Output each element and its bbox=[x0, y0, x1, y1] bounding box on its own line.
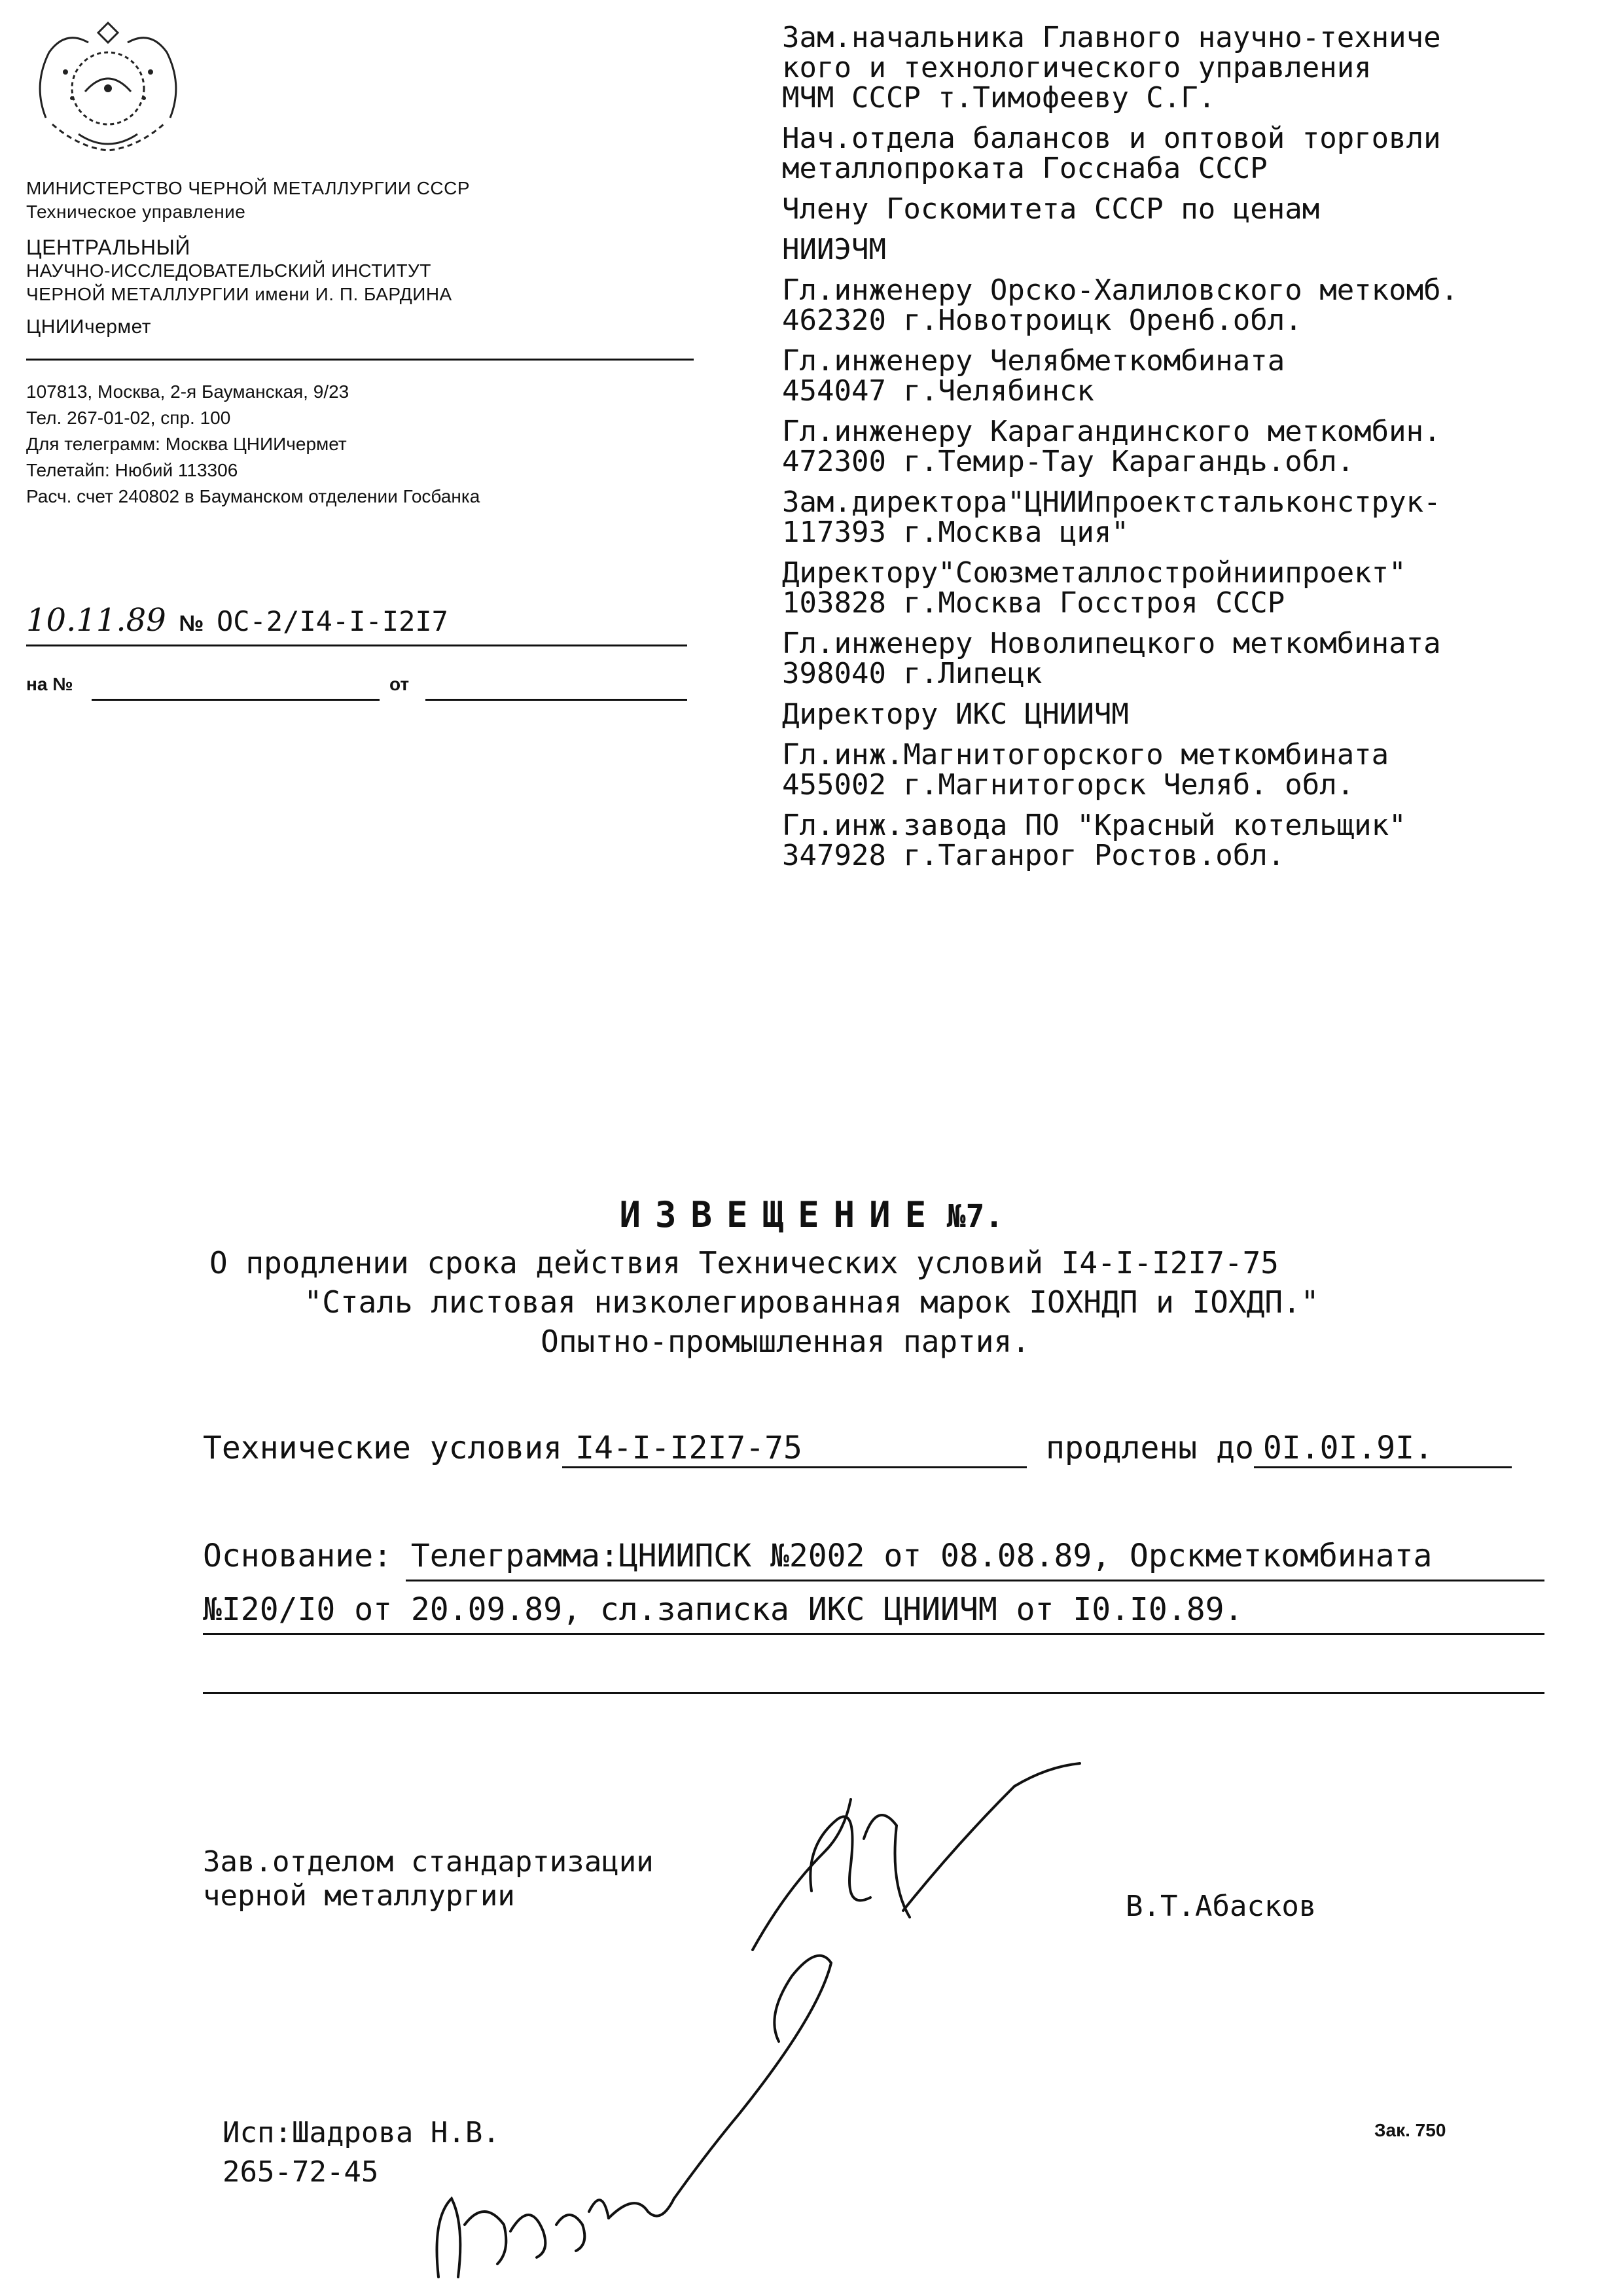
institute-line-2: НАУЧНО-ИССЛЕДОВАТЕЛЬСКИЙ ИНСТИТУТ bbox=[26, 260, 431, 281]
recipient-line: 398040 г.Липецк bbox=[782, 657, 1043, 690]
basis-underline-3 bbox=[203, 1692, 1544, 1694]
institute-line-3: ЧЕРНОЙ МЕТАЛЛУРГИИ имени И. П. БАРДИНА bbox=[26, 284, 452, 304]
signatory-position bbox=[203, 1845, 654, 1913]
notice-heading bbox=[0, 1194, 1623, 1235]
recipient-entry bbox=[782, 23, 1613, 113]
basis-line-1 bbox=[203, 1538, 1432, 1574]
telegram-address: Для телеграмм: Москва ЦНИИчермет bbox=[26, 434, 347, 454]
institute-line-1: ЦЕНТРАЛЬНЫЙ bbox=[26, 236, 190, 259]
recipient-entry bbox=[782, 740, 1613, 800]
recipient-line: Директору ИКС ЦНИИЧМ bbox=[782, 698, 1129, 731]
recipient-entry bbox=[782, 417, 1613, 477]
basis-text-2: №I20/I0 от 20.09.89, сл.записка ИКС ЦНИИЧМ от I0.I0.89. bbox=[203, 1591, 1243, 1628]
recipient-line: Гл.инж.завода ПО "Красный котельщик" bbox=[782, 809, 1406, 842]
reference-underline bbox=[26, 645, 687, 646]
recipient-entry bbox=[782, 124, 1613, 184]
recipient-line: Директору"Союзметаллостройниипроект" bbox=[782, 556, 1406, 590]
extended-value: 0I.0I.9I. bbox=[1254, 1430, 1512, 1468]
notice-subject-line-2: "Сталь листовая низколегированная марок IОХНДП и IОХДП." bbox=[304, 1284, 1319, 1320]
extended-label: продлены до bbox=[1045, 1430, 1254, 1466]
outgoing-number: ОС-2/I4-I-I2I7 bbox=[216, 605, 448, 637]
signatory-position-line-1: Зав.отделом стандартизации bbox=[203, 1845, 654, 1879]
handwritten-date: 10.11.89 bbox=[26, 602, 166, 639]
notice-title: ИЗВЕЩЕНИЕ bbox=[619, 1194, 941, 1235]
recipient-line: 455002 г.Магнитогорск Челяб. обл. bbox=[782, 768, 1355, 802]
tu-label: Технические условия bbox=[203, 1430, 563, 1466]
recipient-line: Зам.начальника Главного научно-техниче bbox=[782, 21, 1441, 54]
notice-number: №7. bbox=[946, 1198, 1004, 1235]
basis-underline-1 bbox=[406, 1580, 1544, 1581]
recipient-entry bbox=[782, 811, 1613, 871]
recipient-line: 454047 г.Челябинск bbox=[782, 374, 1094, 408]
basis-underline-2 bbox=[203, 1633, 1544, 1635]
phone: Тел. 267-01-02, спр. 100 bbox=[26, 408, 231, 428]
letterhead bbox=[26, 177, 694, 510]
basis-label: Основание: bbox=[203, 1538, 392, 1574]
reference-line bbox=[26, 602, 694, 639]
recipient-line: МЧМ СССР т.Тимофееву С.Г. bbox=[782, 81, 1216, 115]
recipient-line: Зам.директора"ЦНИИпроектстальконструк- bbox=[782, 486, 1441, 519]
recipient-line: 103828 г.Москва Госстроя СССР bbox=[782, 586, 1285, 620]
recipient-line: Гл.инж.Магнитогорского меткомбината bbox=[782, 738, 1389, 771]
executor-handwritten-signature bbox=[425, 1937, 897, 2290]
recipient-entry bbox=[782, 194, 1613, 224]
recipient-line: Гл.инженеру Карагандинского меткомбин. bbox=[782, 415, 1441, 448]
tu-extension-line bbox=[203, 1430, 1512, 1468]
recipient-line: Нач.отдела балансов и оптовой торговли bbox=[782, 122, 1441, 155]
signatory-name: В.Т.Абасков bbox=[1126, 1890, 1317, 1923]
letterhead-divider bbox=[26, 359, 694, 361]
executor-name: Исп:Шадрова Н.В. bbox=[223, 2116, 500, 2149]
department-name: Техническое управление bbox=[26, 202, 246, 222]
notice-subject-line-1: О продлении срока действия Технических условий I4-I-I2I7-75 bbox=[209, 1245, 1279, 1280]
recipient-line: Гл.инженеру Челябметкомбината bbox=[782, 344, 1285, 378]
tu-value: I4-I-I2I7-75 bbox=[562, 1430, 1027, 1468]
recipient-line: Члену Госкомитета СССР по ценам bbox=[782, 192, 1320, 226]
reply-from-label: от bbox=[389, 674, 410, 694]
recipient-entry bbox=[782, 487, 1613, 548]
recipient-line: Гл.инженеру Новолипецкого меткомбината bbox=[782, 627, 1441, 660]
recipient-entry bbox=[782, 558, 1613, 618]
recipients-list bbox=[782, 23, 1613, 881]
reply-to-label: на № bbox=[26, 674, 73, 694]
recipient-line: кого и технологического управления bbox=[782, 51, 1372, 84]
executor-phone: 265-72-45 bbox=[223, 2155, 379, 2189]
institute-abbreviation: ЦНИИчермет bbox=[26, 316, 152, 338]
recipient-line: 347928 г.Таганрог Ростов.обл. bbox=[782, 839, 1285, 872]
recipient-entry bbox=[782, 235, 1613, 265]
basis-text-1: Телеграмма:ЦНИИПСК №2002 от 08.08.89, Орскметкомбината bbox=[410, 1538, 1433, 1574]
recipient-entry bbox=[782, 275, 1613, 336]
recipient-line: 472300 г.Темир-Тау Карагандь.обл. bbox=[782, 445, 1355, 478]
notice-subject-line-3: Опытно-промышленная партия. bbox=[541, 1324, 1030, 1359]
reply-to-blank bbox=[92, 699, 380, 701]
recipient-line: 117393 г.Москва ция" bbox=[782, 516, 1129, 549]
recipient-line: НИИЭЧМ bbox=[782, 233, 886, 266]
order-number: Зак. 750 bbox=[1374, 2120, 1446, 2140]
signatory-position-line-2: черной металлургии bbox=[203, 1879, 515, 1913]
state-emblem-icon bbox=[26, 20, 190, 160]
recipient-line: Гл.инженеру Орско-Халиловского меткомб. bbox=[782, 274, 1459, 307]
recipient-entry bbox=[782, 629, 1613, 689]
recipient-entry bbox=[782, 699, 1613, 730]
notice-subject bbox=[209, 1243, 1518, 1361]
reply-from-blank bbox=[425, 699, 687, 701]
recipient-line: металлопроката Госснаба СССР bbox=[782, 152, 1268, 185]
ministry-name: МИНИСТЕРСТВО ЧЕРНОЙ МЕТАЛЛУРГИИ СССР bbox=[26, 178, 471, 198]
recipient-line: 462320 г.Новотроицк Оренб.обл. bbox=[782, 304, 1302, 337]
recipient-entry bbox=[782, 346, 1613, 406]
handwritten-signature bbox=[740, 1760, 1106, 1963]
number-sign: № bbox=[179, 611, 204, 636]
address: 107813, Москва, 2-я Бауманская, 9/23 bbox=[26, 381, 349, 402]
teletype: Телетайп: Нюбий 113306 bbox=[26, 460, 238, 480]
bank-account: Расч. счет 240802 в Бауманском отделении Госбанка bbox=[26, 486, 480, 506]
